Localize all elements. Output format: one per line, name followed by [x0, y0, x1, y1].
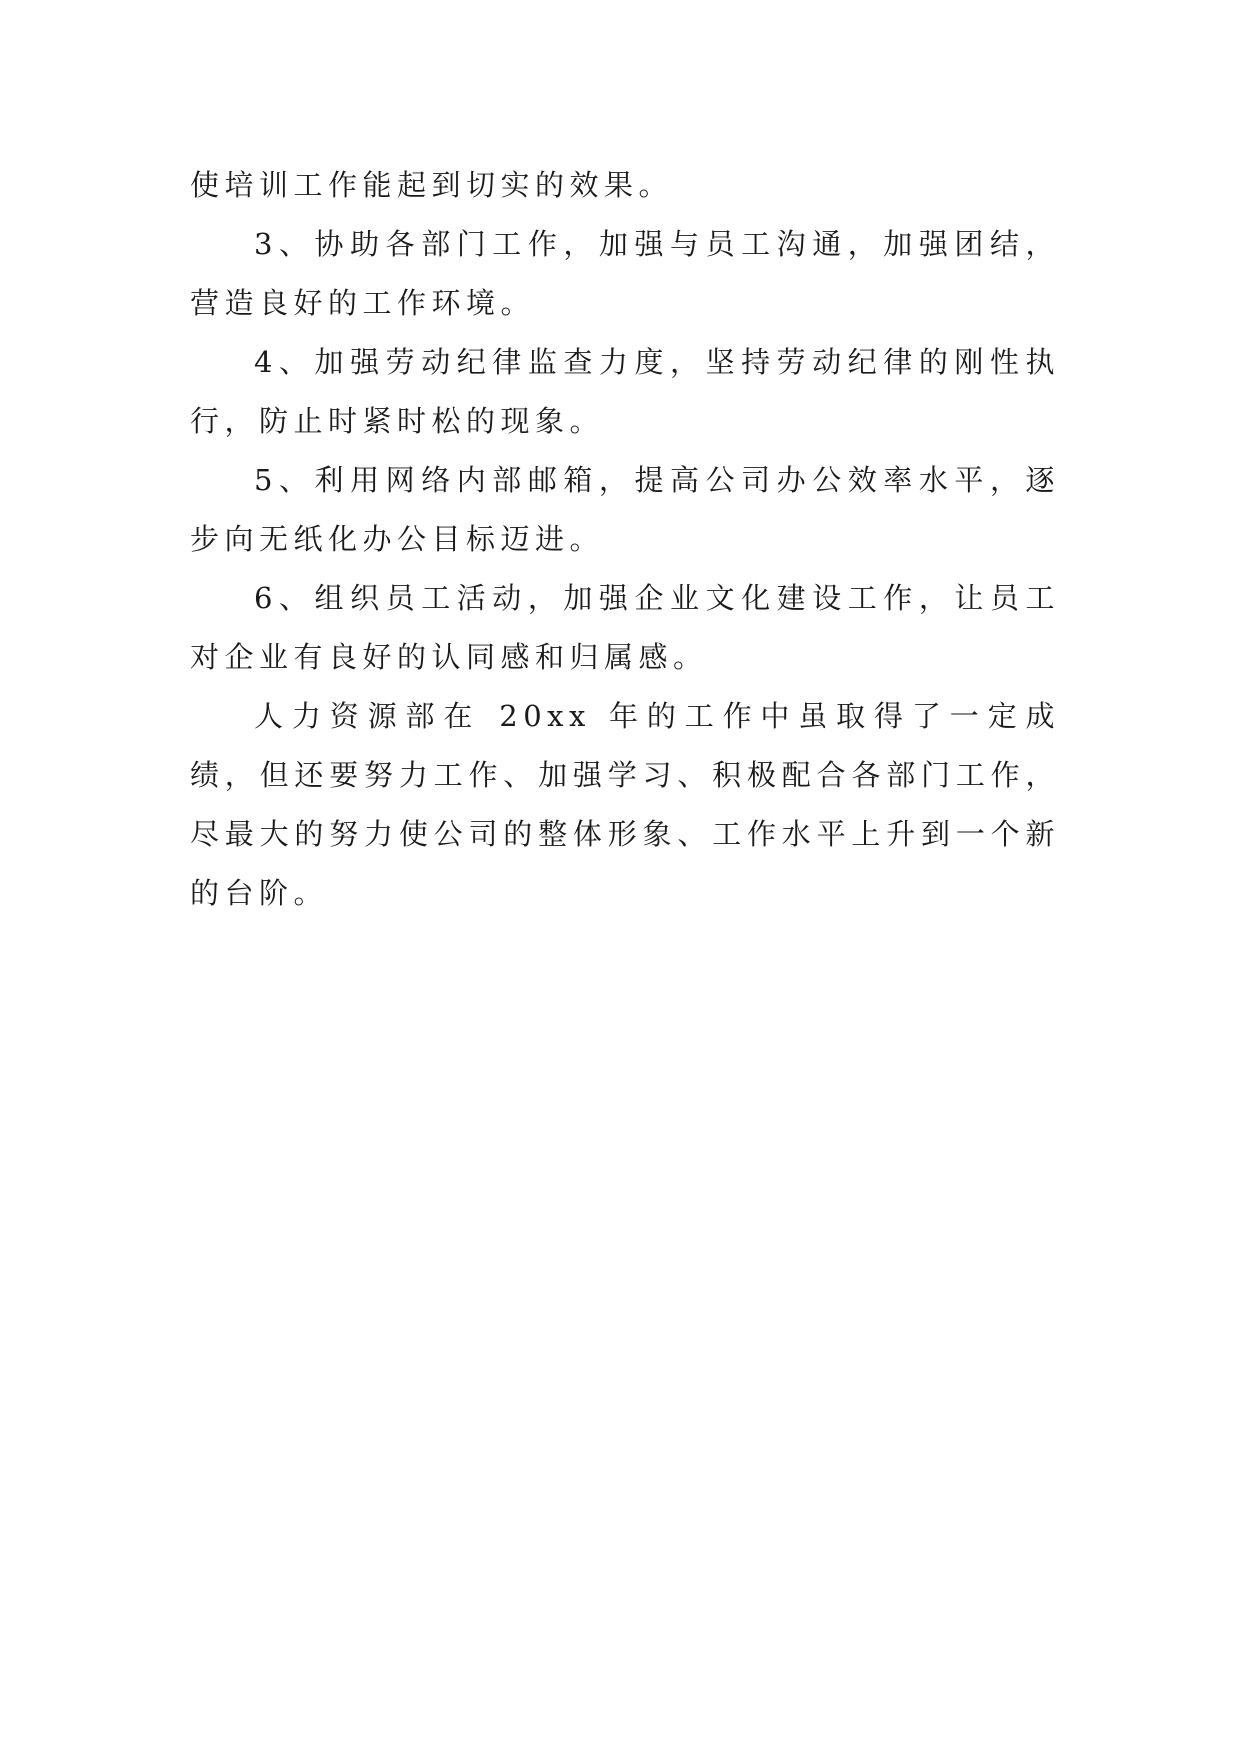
paragraph-item-5: 5、利用网络内部邮箱，提高公司办公效率水平，逐步向无纸化办公目标迈进。	[190, 463, 1060, 556]
paragraph-conclusion: 人力资源部在 20xx 年的工作中虽取得了一定成绩，但还要努力工作、加强学习、积极配合各部门工作，尽最大的努力使公司的整体形象、工作水平上升到一个新的台阶。	[190, 699, 1060, 910]
paragraph-continuation: 使培训工作能起到切实的效果。	[190, 168, 674, 202]
paragraph-item-4: 4、加强劳动纪律监查力度，坚持劳动纪律的刚性执行，防止时紧时松的现象。	[190, 345, 1060, 438]
paragraph-item-3: 3、协助各部门工作，加强与员工沟通，加强团结，营造良好的工作环境。	[190, 227, 1060, 320]
document-body	[190, 156, 1060, 923]
paragraph-item-6: 6、组织员工活动，加强企业文化建设工作，让员工对企业有良好的认同感和归属感。	[190, 581, 1060, 674]
